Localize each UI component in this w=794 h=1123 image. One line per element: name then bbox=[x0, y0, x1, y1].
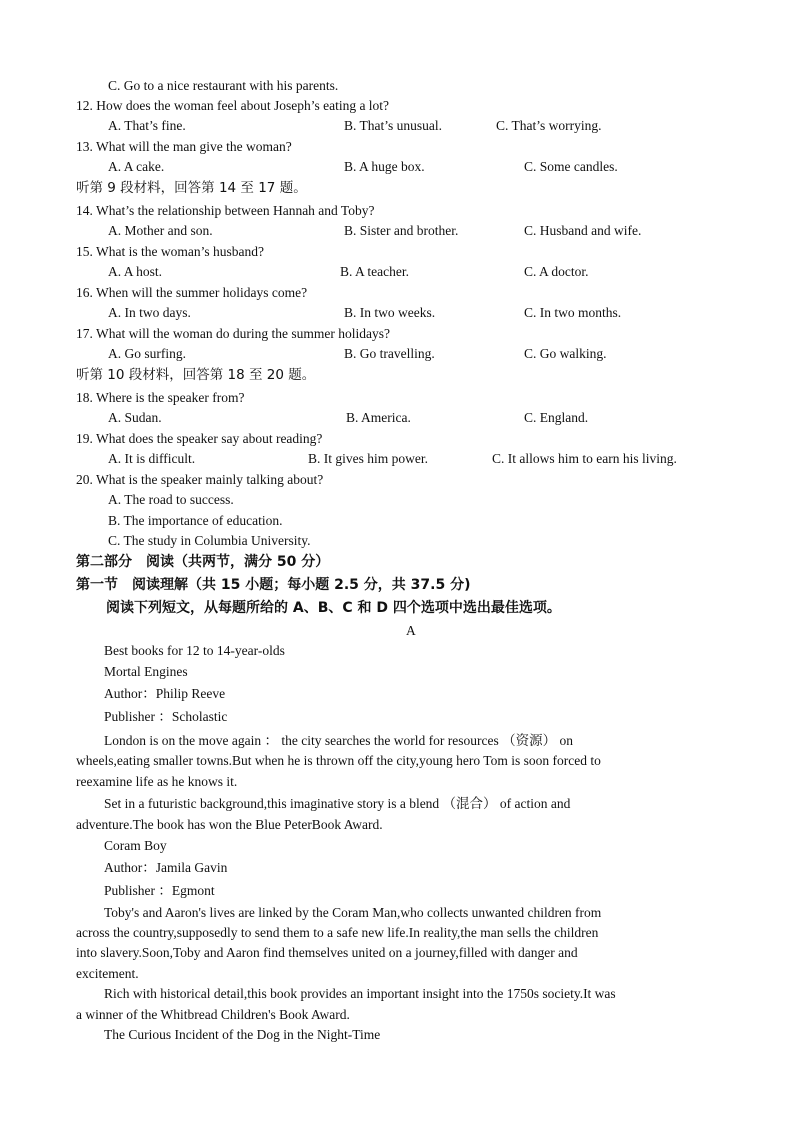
q13-option-a: A. A cake. bbox=[108, 159, 165, 174]
q14-option-b: B. Sister and brother. bbox=[344, 223, 459, 238]
book-1-paragraph-2-line-2: adventure.The book has won the Blue PeterBook Award. bbox=[76, 817, 383, 832]
q14-option-a: A. Mother and son. bbox=[108, 223, 213, 238]
book-1-paragraph-2-line-1: Set in a futuristic background,this imaginative story is a blend （混合） of action and bbox=[104, 796, 571, 811]
q19-option-a: A. It is difficult. bbox=[108, 451, 196, 466]
book-2-paragraph-1-line-2: across the country,supposedly to send them to a safe new life.In reality,the man sells the children bbox=[76, 925, 599, 940]
section-10-heading: 听第 10 段材料，回答第 18 至 20 题。 bbox=[76, 367, 316, 383]
book-2-title: Coram Boy bbox=[104, 838, 167, 853]
q17-option-c: C. Go walking. bbox=[524, 346, 607, 361]
q13-option-b: B. A huge box. bbox=[344, 159, 425, 174]
q16-option-a: A. In two days. bbox=[108, 305, 191, 320]
part-2-heading: 第二部分 阅读（共两节，满分 50 分） bbox=[76, 554, 330, 570]
book-2-publisher: Publisher ：Egmont bbox=[104, 883, 215, 898]
q17-option-a: A. Go surfing. bbox=[108, 346, 186, 361]
q20-option-c: C. The study in Columbia University. bbox=[108, 533, 311, 548]
q20-option-b: B. The importance of education. bbox=[108, 513, 283, 528]
q11-option-c: C. Go to a nice restaurant with his parents. bbox=[108, 78, 339, 93]
q14-stem: 14. What’s the relationship between Hannah and Toby? bbox=[76, 203, 375, 218]
section-9-heading: 听第 9 段材料，回答第 14 至 17 题。 bbox=[76, 180, 307, 196]
q19-option-b: B. It gives him power. bbox=[308, 451, 428, 466]
q18-option-c: C. England. bbox=[524, 410, 589, 425]
q12-option-a: A. That’s fine. bbox=[108, 118, 186, 133]
q17-option-b: B. Go travelling. bbox=[344, 346, 435, 361]
passage-letter: A bbox=[406, 623, 416, 638]
q12-option-b: B. That’s unusual. bbox=[344, 118, 443, 133]
q16-stem: 16. When will the summer holidays come? bbox=[76, 285, 308, 300]
q20-stem: 20. What is the speaker mainly talking about? bbox=[76, 472, 324, 487]
book-1-paragraph-1-line-1: London is on the move again ： the city searches the world for resources （资源） on bbox=[104, 733, 574, 748]
q16-option-c: C. In two months. bbox=[524, 305, 622, 320]
q13-option-c: C. Some candles. bbox=[524, 159, 618, 174]
q13-stem: 13. What will the man give the woman? bbox=[76, 139, 292, 154]
book-1-title: Mortal Engines bbox=[104, 664, 188, 679]
q17-stem: 17. What will the woman do during the summer holidays? bbox=[76, 326, 390, 341]
book-2-paragraph-2-line-1: Rich with historical detail,this book provides an important insight into the 1750s society.It was bbox=[104, 986, 616, 1001]
q15-option-b: B. A teacher. bbox=[340, 264, 409, 279]
book-1-publisher: Publisher ：Scholastic bbox=[104, 709, 228, 724]
q15-option-c: C. A doctor. bbox=[524, 264, 589, 279]
book-2-paragraph-1-line-1: Toby's and Aaron's lives are linked by the Coram Man,who collects unwanted children from bbox=[104, 905, 602, 920]
q19-option-c: C. It allows him to earn his living. bbox=[492, 451, 677, 466]
book-2-author: Author：Jamila Gavin bbox=[104, 860, 228, 875]
q12-stem: 12. How does the woman feel about Joseph’s eating a lot? bbox=[76, 98, 390, 113]
q18-option-a: A. Sudan. bbox=[108, 410, 162, 425]
section-1-heading: 第一节 阅读理解（共 15 小题；每小题 2.5 分，共 37.5 分) bbox=[76, 577, 471, 593]
book-1-author: Author：Philip Reeve bbox=[104, 686, 226, 701]
book-1-paragraph-1-line-2: wheels,eating smaller towns.But when he is thrown off the city,young hero Tom is soon forced to bbox=[76, 753, 601, 768]
book-3-title: The Curious Incident of the Dog in the Night-Time bbox=[104, 1027, 381, 1042]
q12-option-c: C. That’s worrying. bbox=[496, 118, 602, 133]
q14-option-c: C. Husband and wife. bbox=[524, 223, 642, 238]
q18-stem: 18. Where is the speaker from? bbox=[76, 390, 245, 405]
book-2-paragraph-1-line-3: into slavery.Soon,Toby and Aaron find themselves united on a journey,filled with danger and bbox=[76, 945, 578, 960]
q18-option-b: B. America. bbox=[346, 410, 411, 425]
q19-stem: 19. What does the speaker say about reading? bbox=[76, 431, 323, 446]
book-2-paragraph-1-line-4: excitement. bbox=[76, 966, 139, 981]
passage-heading: Best books for 12 to 14-year-olds bbox=[104, 643, 285, 658]
q16-option-b: B. In two weeks. bbox=[344, 305, 436, 320]
q20-option-a: A. The road to success. bbox=[108, 492, 234, 507]
q15-stem: 15. What is the woman’s husband? bbox=[76, 244, 264, 259]
book-1-paragraph-1-line-3: reexamine life as he knows it. bbox=[76, 774, 238, 789]
reading-instruction: 阅读下列短文，从每题所给的 A、B、C 和 D 四个选项中选出最佳选项。 bbox=[106, 600, 561, 616]
book-2-paragraph-2-line-2: a winner of the Whitbread Children's Book Award. bbox=[76, 1007, 350, 1022]
q15-option-a: A. A host. bbox=[108, 264, 163, 279]
